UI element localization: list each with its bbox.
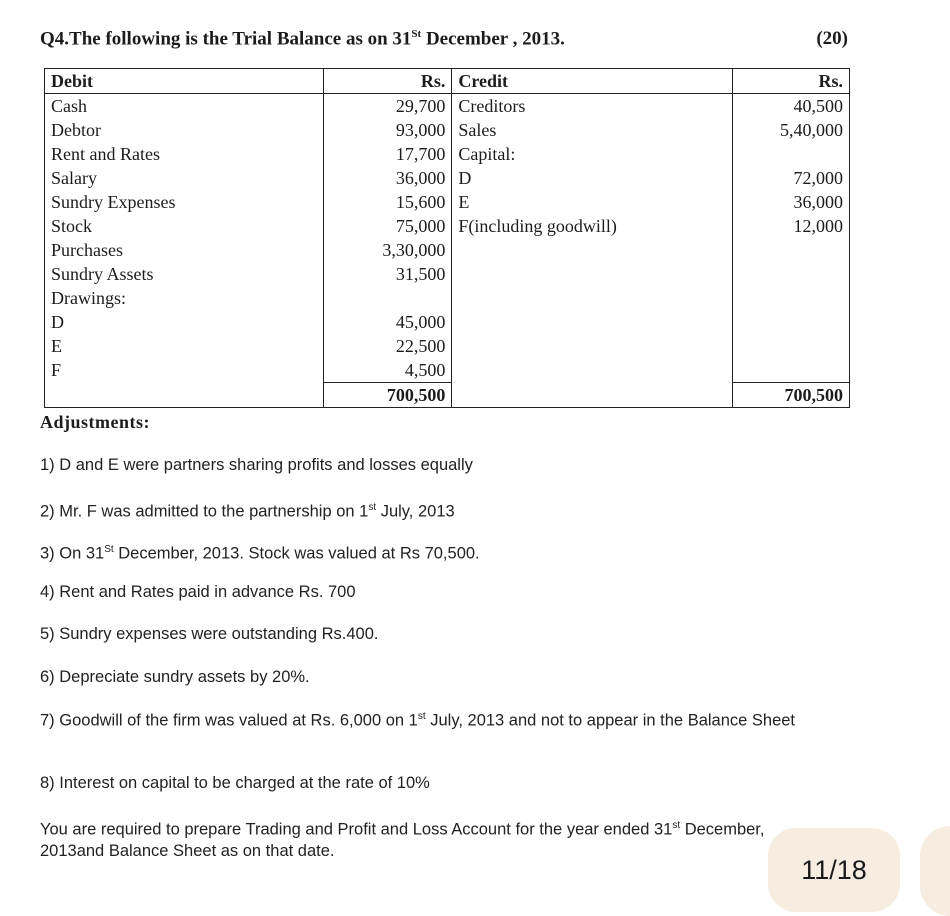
credit-label: F(including goodwill) xyxy=(458,216,617,236)
trial-balance-table xyxy=(44,68,850,408)
question-header xyxy=(40,28,848,50)
adjustment-item-2: 2) Mr. F was admitted to the partnership on 1st July, 2013 xyxy=(40,502,455,521)
table-row xyxy=(45,166,850,190)
credit-label xyxy=(452,262,733,286)
total-credit-blank xyxy=(452,383,733,408)
debit-amount: 22,500 xyxy=(323,334,451,358)
debit-amount: 3,30,000 xyxy=(323,238,451,262)
credit-label xyxy=(452,286,733,310)
question-marks: (20) xyxy=(816,28,848,50)
credit-amount: 12,000 xyxy=(733,214,850,238)
table-row xyxy=(45,94,850,119)
credit-amount xyxy=(733,262,850,286)
col-header-credit-rs: Rs. xyxy=(733,69,850,94)
debit-label: Cash xyxy=(45,94,324,119)
debit-label: Sundry Expenses xyxy=(45,190,324,214)
adjustments-title: Adjustments: xyxy=(40,412,151,432)
debit-amount: 4,500 xyxy=(323,358,451,383)
debit-label: Stock xyxy=(45,214,324,238)
debit-label: E xyxy=(45,334,324,358)
debit-amount xyxy=(323,286,451,310)
question-title: Q4.The following is the Trial Balance as on 31St December , 2013. xyxy=(40,28,565,50)
table-row xyxy=(45,286,850,310)
debit-label: Rent and Rates xyxy=(45,142,324,166)
col-header-debit-rs: Rs. xyxy=(323,69,451,94)
adjustment-item-8: 8) Interest on capital to be charged at the rate of 10% xyxy=(40,774,430,792)
adjustment-item-7: 7) Goodwill of the firm was valued at Rs. 6,000 on 1st July, 2013 and not to appear in the Balance Sheet xyxy=(40,711,796,730)
table-row xyxy=(45,118,850,142)
debit-amount: 75,000 xyxy=(323,214,451,238)
table-header-row xyxy=(45,69,850,94)
table-total-row xyxy=(45,383,850,408)
table-row xyxy=(45,310,850,334)
credit-amount: 5,40,000 xyxy=(733,118,850,142)
table-row xyxy=(45,190,850,214)
page-indicator: 11/18 xyxy=(768,828,900,912)
credit-amount xyxy=(733,238,850,262)
credit-amount xyxy=(733,358,850,383)
adjustment-item-6: 6) Depreciate sundry assets by 20%. xyxy=(40,668,310,686)
table-row xyxy=(45,214,850,238)
debit-label: D xyxy=(45,310,324,334)
credit-label xyxy=(452,334,733,358)
credit-amount: 72,000 xyxy=(733,166,850,190)
debit-label: F xyxy=(45,358,324,383)
debit-amount: 45,000 xyxy=(323,310,451,334)
debit-amount: 15,600 xyxy=(323,190,451,214)
debit-label: Sundry Assets xyxy=(45,262,324,286)
credit-amount: 36,000 xyxy=(733,190,850,214)
credit-label: D xyxy=(458,168,472,188)
table-row xyxy=(45,262,850,286)
table-row xyxy=(45,238,850,262)
total-debit: 700,500 xyxy=(323,383,451,408)
side-tab-shape xyxy=(920,826,950,916)
credit-label xyxy=(452,358,733,383)
adjustment-item-3: 3) On 31St December, 2013. Stock was valued at Rs 70,500. xyxy=(40,544,480,563)
debit-amount: 29,700 xyxy=(323,94,451,119)
col-header-debit: Debit xyxy=(45,69,324,94)
table-row xyxy=(45,358,850,383)
adjustment-item-1: 1) D and E were partners sharing profits and losses equally xyxy=(40,456,473,474)
credit-label: Capital: xyxy=(458,144,516,164)
credit-label: E xyxy=(458,192,470,212)
credit-amount xyxy=(733,334,850,358)
debit-label: Purchases xyxy=(45,238,324,262)
debit-label: Drawings: xyxy=(45,286,324,310)
credit-amount xyxy=(733,310,850,334)
adjustment-item-4: 4) Rent and Rates paid in advance Rs. 700 xyxy=(40,583,356,601)
debit-amount: 36,000 xyxy=(323,166,451,190)
total-debit-blank xyxy=(45,383,324,408)
credit-amount: 40,500 xyxy=(733,94,850,119)
credit-label xyxy=(452,238,733,262)
debit-amount: 93,000 xyxy=(323,118,451,142)
col-header-credit: Credit xyxy=(452,69,733,94)
debit-amount: 31,500 xyxy=(323,262,451,286)
credit-amount xyxy=(733,142,850,166)
debit-label: Salary xyxy=(45,166,324,190)
credit-label: Creditors xyxy=(458,96,526,116)
table-row xyxy=(45,142,850,166)
requirement-text: You are required to prepare Trading and Profit and Loss Account for the year ended 31st December, 2013and Balance Sheet as on that date. xyxy=(40,820,765,860)
total-credit: 700,500 xyxy=(733,383,850,408)
table-row xyxy=(45,334,850,358)
debit-amount: 17,700 xyxy=(323,142,451,166)
credit-label xyxy=(452,310,733,334)
credit-label: Sales xyxy=(458,120,497,140)
credit-amount xyxy=(733,286,850,310)
adjustment-item-5: 5) Sundry expenses were outstanding Rs.400. xyxy=(40,625,379,643)
debit-label: Debtor xyxy=(45,118,324,142)
